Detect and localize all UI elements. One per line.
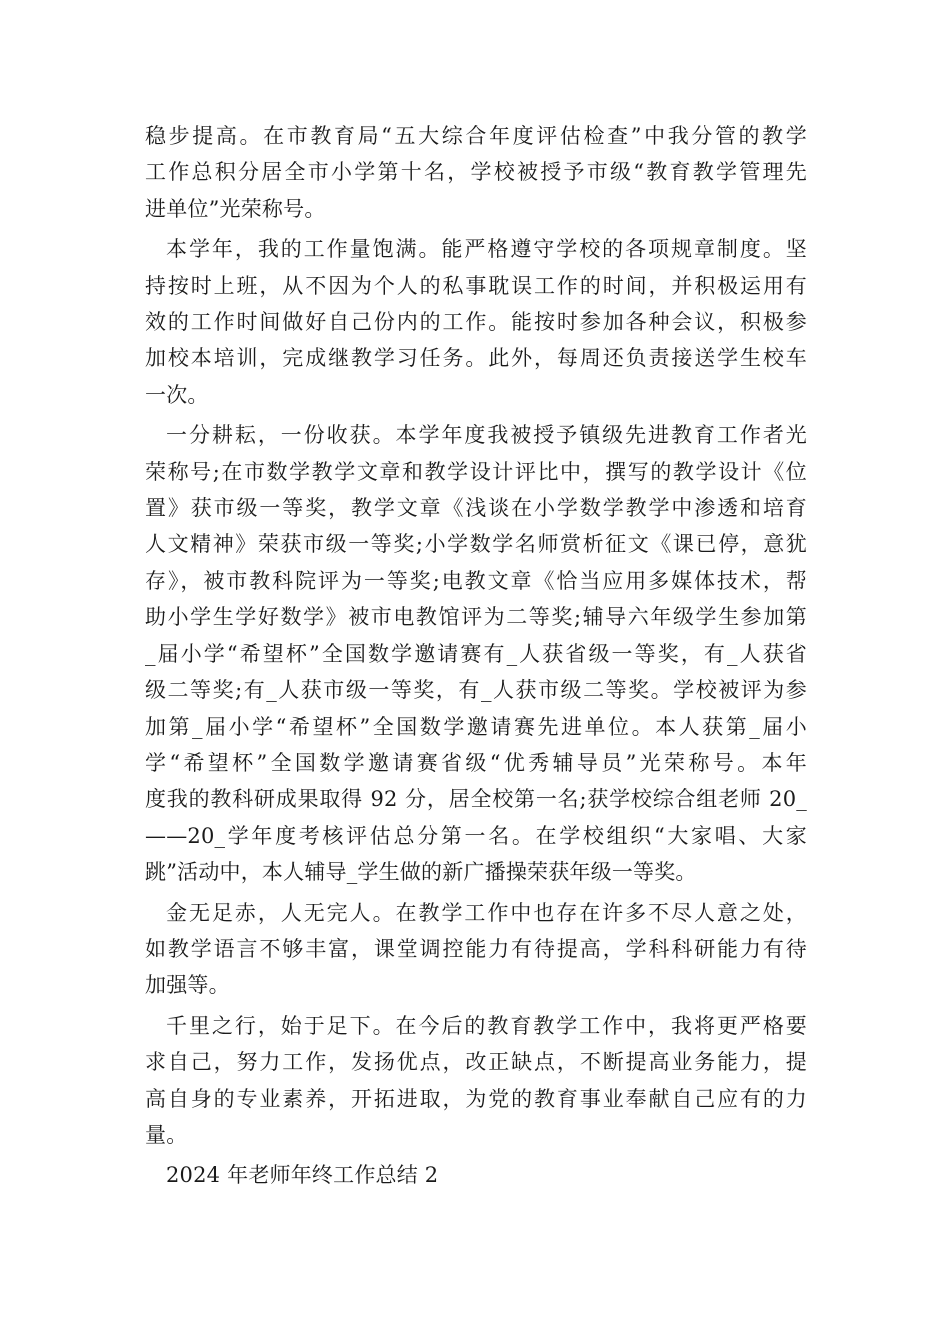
paragraph-workload — [145, 231, 807, 413]
paragraph-progress — [145, 118, 807, 227]
text-line: _届小学“希望杯”全国数学邀请赛有_人获省级一等奖，有_人获省 — [145, 641, 807, 666]
text-line: 置》获市级一等奖，教学文章《浅谈在小学数学教学中渗透和培育 — [145, 496, 807, 521]
text-line: 效的工作时间做好自己份内的工作。能按时参加各种会议，积极参 — [145, 310, 807, 335]
text-line: 跳”活动中，本人辅导_学生做的新广播操荣获年级一等奖。 — [145, 860, 697, 885]
text-line: 量。 — [145, 1122, 188, 1147]
text-line: 高自身的专业素养，开拓进取，为党的教育事业奉献自己应有的力 — [145, 1086, 807, 1111]
text-line: 一分耕耘，一份收获。本学年度我被授予镇级先进教育工作者光 — [166, 423, 807, 448]
text-line: 求自己，努力工作，发扬优点，改正缺点，不断提高业务能力，提 — [145, 1050, 807, 1075]
paragraph-outlook — [145, 1008, 807, 1154]
text-line: 工作总积分居全市小学第十名，学校被授予市级“教育教学管理先 — [145, 160, 807, 185]
text-line: 一次。 — [145, 382, 209, 407]
text-line: 金无足赤，人无完人。在教学工作中也存在许多不尽人意之处， — [166, 900, 807, 925]
text-line: ——20_学年度考核评估总分第一名。在学校组织“大家唱、大家 — [145, 823, 807, 848]
text-line: 荣称号;在市数学教学文章和教学设计评比中，撰写的教学设计《位 — [145, 459, 807, 484]
text-line: 如教学语言不够丰富，课堂调控能力有待提高，学科科研能力有待 — [145, 936, 807, 961]
text-line: 存》，被市教科院评为一等奖;电教文章《恰当应用多媒体技术，帮 — [145, 568, 807, 593]
text-line: 学“希望杯”全国数学邀请赛省级“优秀辅导员”光荣称号。本年 — [145, 750, 807, 775]
text-line: 加强等。 — [145, 973, 230, 998]
text-line: 持按时上班，从不因为个人的私事耽误工作的时间，并积极运用有 — [145, 273, 807, 298]
text-line: 稳步提高。在市教育局“五大综合年度评估检查”中我分管的教学 — [145, 124, 807, 148]
paragraph-shortcomings — [145, 895, 807, 1004]
text-line: 进单位”光荣称号。 — [145, 196, 326, 221]
text-line: 度我的教科研成果取得 92 分，居全校第一名;获学校综合组老师 20_ — [145, 787, 807, 812]
text-line: 加第_届小学“希望杯”全国数学邀请赛先进单位。本人获第_届小 — [145, 714, 807, 739]
text-line: 加校本培训，完成继教学习任务。此外，每周还负责接送学生校车 — [145, 346, 807, 371]
document-body — [145, 118, 807, 1194]
section-heading: 2024 年老师年终工作总结 2 — [166, 1163, 439, 1188]
text-line: 级二等奖;有_人获市级一等奖，有_人获市级二等奖。学校被评为参 — [145, 678, 807, 703]
text-line: 千里之行，始于足下。在今后的教育教学工作中，我将更严格要 — [166, 1013, 807, 1038]
text-line: 本学年，我的工作量饱满。能严格遵守学校的各项规章制度。坚 — [166, 237, 807, 262]
text-line: 助小学生学好数学》被市电教馆评为二等奖;辅导六年级学生参加第 — [145, 605, 807, 630]
text-line: 人文精神》荣获市级一等奖;小学数学名师赏析征文《课已停，意犹 — [145, 532, 807, 557]
paragraph-achievements — [145, 417, 807, 890]
